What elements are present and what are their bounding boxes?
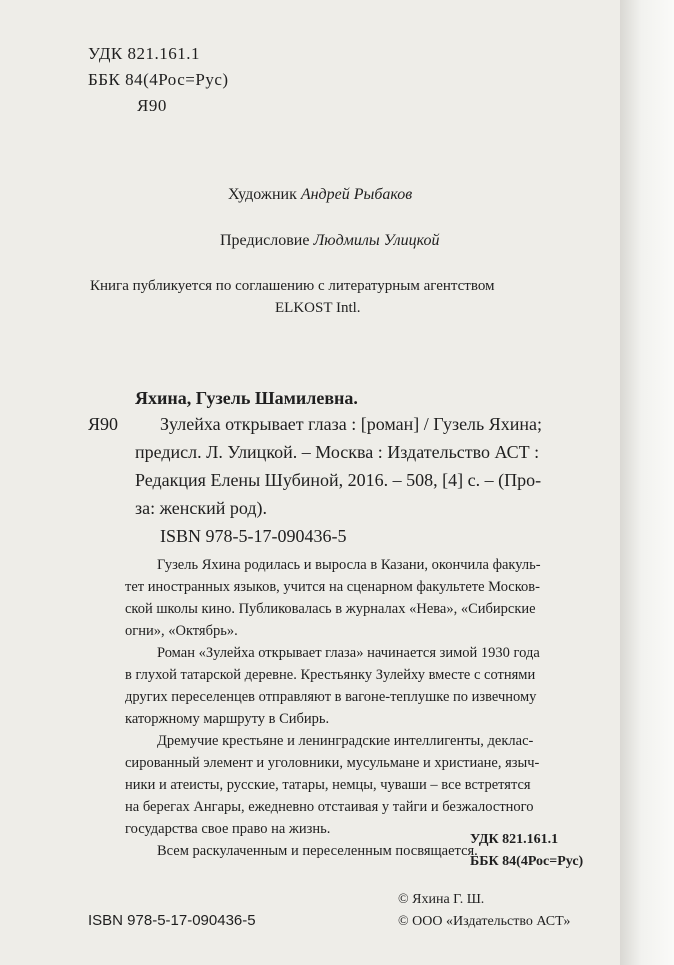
annotation-line: Дремучие крестьяне и ленинградские интеллигенты, деклас-: [157, 733, 534, 749]
artist-name: Андрей Рыбаков: [300, 186, 413, 203]
footer-isbn: ISBN 978-5-17-090436-5: [88, 912, 256, 929]
biblio-line: за: женский род).: [135, 498, 268, 518]
biblio-line: предисл. Л. Улицкой. – Москва : Издательство АСТ :: [135, 442, 540, 462]
annotation-line: в глухой татарской деревне. Крестьянку Зулейху вместе с сотнями: [125, 667, 536, 683]
annotation-line: Роман «Зулейха открывает глаза» начинается зимой 1930 года: [157, 645, 540, 661]
biblio-author-heading: Яхина, Гузель Шамилевна.: [135, 388, 358, 408]
footer-udk: УДК 821.161.1: [470, 832, 559, 847]
copyright-publisher: © ООО «Издательство АСТ»: [398, 914, 571, 929]
copyright-author: © Яхина Г. Ш.: [398, 892, 485, 907]
bbk-code: ББК 84(4Рос=Рус): [88, 70, 229, 89]
preface-prefix: Предисловие: [220, 232, 314, 249]
annotation-line: тет иностранных языков, учится на сценарном факультете Москов-: [125, 579, 540, 595]
annotation-line: ской школы кино. Публиковалась в журналах «Нева», «Сибирские: [125, 601, 536, 617]
annotation-line: сированный элемент и уголовники, мусульмане и христиане, языч-: [125, 755, 540, 771]
annotation-line: ники и атеисты, русские, татары, немцы, чуваши – все встретятся: [125, 777, 531, 793]
biblio-mark: Я90: [88, 414, 119, 434]
agency-line-2: ELKOST Intl.: [275, 300, 361, 316]
annotation-line: Всем раскулаченным и переселенным посвящается.: [157, 843, 478, 859]
annotation: [125, 554, 605, 862]
next-page-edge: [620, 0, 674, 965]
annotation-paragraph: [125, 730, 605, 840]
author-mark: Я90: [137, 96, 167, 115]
agency-line-1: Книга публикуется по соглашению с литературным агентством: [90, 278, 495, 294]
annotation-paragraph: [125, 554, 605, 642]
artist-credit: [228, 186, 412, 204]
annotation-paragraph: [125, 642, 605, 730]
biblio-line: Зулейха открывает глаза : [роман] / Гузель Яхина;: [160, 414, 543, 434]
udk-code: УДК 821.161.1: [88, 44, 201, 63]
annotation-line: огни», «Октябрь».: [125, 623, 238, 639]
preface-name: Людмилы Улицкой: [313, 232, 440, 249]
annotation-line: на берегах Ангары, ежедневно отстаивая у тайги и безжалостного: [125, 799, 534, 815]
annotation-line: каторжному маршруту в Сибирь.: [125, 711, 330, 727]
artist-prefix: Художник: [228, 186, 301, 203]
preface-credit: [220, 232, 440, 250]
annotation-line: государства свое право на жизнь.: [125, 821, 331, 837]
biblio-line: Редакция Елены Шубиной, 2016. – 508, [4] с. – (Про-: [135, 470, 542, 490]
footer-bbk: ББК 84(4Рос=Рус): [470, 854, 584, 869]
annotation-line: Гузель Яхина родилась и выросла в Казани, окончила факуль-: [157, 557, 541, 573]
biblio-isbn: ISBN 978-5-17-090436-5: [160, 526, 347, 546]
annotation-line: других переселенцев отправляют в вагоне-теплушке по извечному: [125, 689, 537, 705]
